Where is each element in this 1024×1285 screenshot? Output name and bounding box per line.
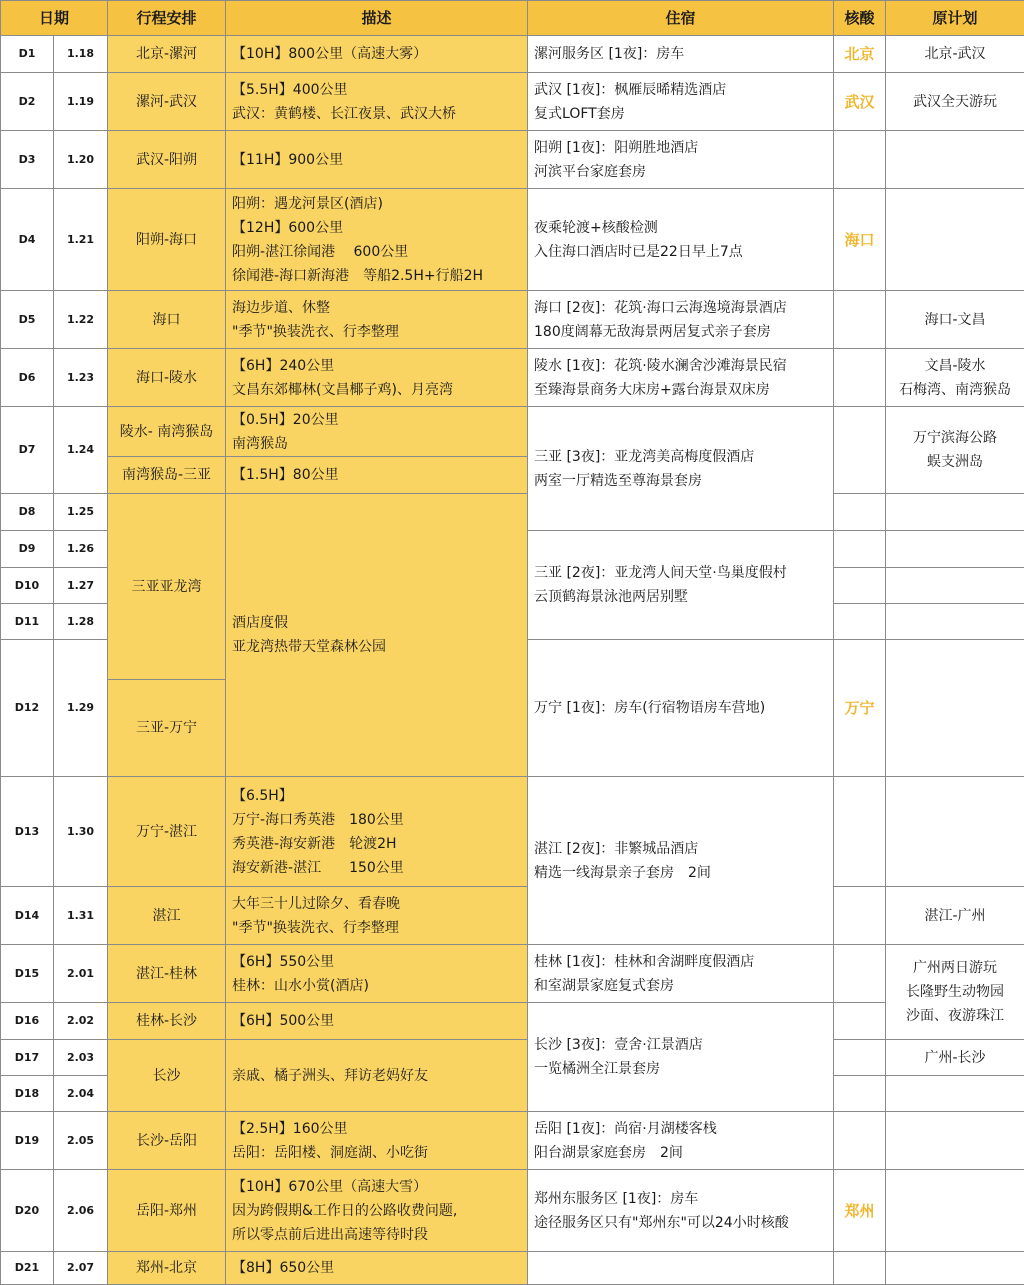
hesuan-cell xyxy=(834,604,886,640)
date-cell: 1.25 xyxy=(54,494,108,531)
stay-cell: 万宁 [1夜]：房车(行宿物语房车营地) xyxy=(528,640,834,777)
desc-cell: 【0.5H】20公里 南湾猴岛 xyxy=(226,407,528,457)
stay-cell: 郑州东服务区 [1夜]：房车 途径服务区只有"郑州东"可以24小时核酸 xyxy=(528,1170,834,1252)
day-cell: D15 xyxy=(1,945,54,1003)
route-cell: 长沙 xyxy=(108,1040,226,1112)
date-cell: 2.03 xyxy=(54,1040,108,1076)
hesuan-cell: 海口 xyxy=(834,189,886,291)
route-cell: 陵水- 南湾猴岛 xyxy=(108,407,226,457)
plan-cell: 广州-长沙 xyxy=(886,1040,1024,1076)
table-row xyxy=(1,36,1024,73)
date-cell: 1.24 xyxy=(54,407,108,494)
date-cell: 1.28 xyxy=(54,604,108,640)
hesuan-cell xyxy=(834,945,886,1003)
day-cell: D7 xyxy=(1,407,54,494)
stay-cell: 三亚 [2夜]：亚龙湾人间天堂·鸟巢度假村 云顶鹤海景泳池两居别墅 xyxy=(528,531,834,640)
date-cell: 1.22 xyxy=(54,291,108,349)
route-cell: 三亚亚龙湾 xyxy=(108,494,226,680)
day-cell: D1 xyxy=(1,36,54,73)
route-cell: 阳朔-海口 xyxy=(108,189,226,291)
desc-cell: 【6.5H】 万宁-海口秀英港 180公里 秀英港-海安新港 轮渡2H 海安新港-湛江 150公里 xyxy=(226,777,528,887)
day-cell: D8 xyxy=(1,494,54,531)
plan-cell xyxy=(886,777,1024,887)
header-desc: 描述 xyxy=(226,1,528,36)
hesuan-cell xyxy=(834,494,886,531)
desc-cell: 【10H】670公里（高速大雪） 因为跨假期&工作日的公路收费问题, 所以零点前后进出高速等待时段 xyxy=(226,1170,528,1252)
desc-cell: 【2.5H】160公里 岳阳：岳阳楼、洞庭湖、小吃街 xyxy=(226,1112,528,1170)
table-row xyxy=(1,1003,1024,1040)
hesuan-cell: 万宁 xyxy=(834,640,886,777)
date-cell: 1.21 xyxy=(54,189,108,291)
day-cell: D18 xyxy=(1,1076,54,1112)
stay-cell: 岳阳 [1夜]：尚宿·月湖楼客栈 阳台湖景家庭套房 2间 xyxy=(528,1112,834,1170)
stay-cell: 漯河服务区 [1夜]：房车 xyxy=(528,36,834,73)
date-cell: 1.19 xyxy=(54,73,108,131)
day-cell: D13 xyxy=(1,777,54,887)
table-row xyxy=(1,777,1024,887)
plan-cell xyxy=(886,531,1024,568)
day-cell: D12 xyxy=(1,640,54,777)
header-row xyxy=(1,1,1024,36)
table-row xyxy=(1,73,1024,131)
header-route: 行程安排 xyxy=(108,1,226,36)
stay-cell: 三亚 [3夜]：亚龙湾美高梅度假酒店 两室一厅精选至尊海景套房 xyxy=(528,407,834,531)
hesuan-cell: 北京 xyxy=(834,36,886,73)
hesuan-cell xyxy=(834,887,886,945)
plan-cell xyxy=(886,640,1024,777)
plan-cell xyxy=(886,1112,1024,1170)
desc-cell: 【6H】550公里 桂林：山水小赏(酒店) xyxy=(226,945,528,1003)
day-cell: D3 xyxy=(1,131,54,189)
plan-cell xyxy=(886,189,1024,291)
day-cell: D21 xyxy=(1,1252,54,1285)
stay-cell: 武汉 [1夜]：枫雁辰晞精选酒店 复式LOFT套房 xyxy=(528,73,834,131)
day-cell: D20 xyxy=(1,1170,54,1252)
date-cell: 2.05 xyxy=(54,1112,108,1170)
stay-cell xyxy=(528,1252,834,1285)
plan-cell: 文昌-陵水 石梅湾、南湾猴岛 xyxy=(886,349,1024,407)
stay-cell: 夜乘轮渡+核酸检测 入住海口酒店时已是22日早上7点 xyxy=(528,189,834,291)
hesuan-cell xyxy=(834,1252,886,1285)
desc-cell: 【10H】800公里（高速大雾） xyxy=(226,36,528,73)
hesuan-cell xyxy=(834,1003,886,1040)
desc-cell: 【5.5H】400公里 武汉：黄鹤楼、长江夜景、武汉大桥 xyxy=(226,73,528,131)
plan-cell: 北京-武汉 xyxy=(886,36,1024,73)
hesuan-cell xyxy=(834,531,886,568)
desc-cell: 大年三十儿过除夕、看春晚 "季节"换装洗衣、行李整理 xyxy=(226,887,528,945)
header-hesuan: 核酸 xyxy=(834,1,886,36)
date-cell: 2.06 xyxy=(54,1170,108,1252)
desc-cell: 【11H】900公里 xyxy=(226,131,528,189)
route-cell: 桂林-长沙 xyxy=(108,1003,226,1040)
stay-cell: 阳朔 [1夜]：阳朔胜地酒店 河滨平台家庭套房 xyxy=(528,131,834,189)
desc-cell: 【8H】650公里 xyxy=(226,1252,528,1285)
table-row xyxy=(1,887,1024,945)
route-cell: 南湾猴岛-三亚 xyxy=(108,457,226,494)
day-cell: D6 xyxy=(1,349,54,407)
day-cell: D19 xyxy=(1,1112,54,1170)
table-row xyxy=(1,1252,1024,1285)
date-cell: 2.02 xyxy=(54,1003,108,1040)
plan-cell xyxy=(886,1170,1024,1252)
plan-cell xyxy=(886,604,1024,640)
date-cell: 1.30 xyxy=(54,777,108,887)
hesuan-cell xyxy=(834,131,886,189)
plan-cell: 广州两日游玩 长隆野生动物园 沙面、夜游珠江 xyxy=(886,945,1024,1040)
table-row xyxy=(1,494,1024,531)
hesuan-cell xyxy=(834,1076,886,1112)
day-cell: D2 xyxy=(1,73,54,131)
desc-cell: 阳朔：遇龙河景区(酒店) 【12H】600公里 阳朔-湛江徐闻港 600公里 徐闻港-海口新海港 等船2.5H+行船2H xyxy=(226,189,528,291)
hesuan-cell xyxy=(834,349,886,407)
route-cell: 三亚-万宁 xyxy=(108,680,226,777)
plan-cell: 武汉全天游玩 xyxy=(886,73,1024,131)
stay-cell: 海口 [2夜]：花筑·海口云海逸境海景酒店 180度阔幕无敌海景两居复式亲子套房 xyxy=(528,291,834,349)
plan-cell xyxy=(886,1252,1024,1285)
route-cell: 湛江-桂林 xyxy=(108,945,226,1003)
day-cell: D5 xyxy=(1,291,54,349)
day-cell: D10 xyxy=(1,568,54,604)
hesuan-cell: 武汉 xyxy=(834,73,886,131)
route-cell: 万宁-湛江 xyxy=(108,777,226,887)
table-row xyxy=(1,407,1024,457)
date-cell: 1.18 xyxy=(54,36,108,73)
table-row xyxy=(1,291,1024,349)
stay-cell: 陵水 [1夜]：花筑·陵水澜舍沙滩海景民宿 至臻海景商务大床房+露台海景双床房 xyxy=(528,349,834,407)
plan-cell xyxy=(886,494,1024,531)
hesuan-cell xyxy=(834,777,886,887)
day-cell: D14 xyxy=(1,887,54,945)
day-cell: D17 xyxy=(1,1040,54,1076)
header-stay: 住宿 xyxy=(528,1,834,36)
hesuan-cell xyxy=(834,568,886,604)
header-plan: 原计划 xyxy=(886,1,1024,36)
route-cell: 武汉-阳朔 xyxy=(108,131,226,189)
route-cell: 郑州-北京 xyxy=(108,1252,226,1285)
date-cell: 1.26 xyxy=(54,531,108,568)
hesuan-cell xyxy=(834,291,886,349)
header-date: 日期 xyxy=(1,1,108,36)
date-cell: 2.07 xyxy=(54,1252,108,1285)
day-cell: D16 xyxy=(1,1003,54,1040)
plan-cell: 万宁滨海公路 蜈支洲岛 xyxy=(886,407,1024,494)
plan-cell xyxy=(886,131,1024,189)
route-cell: 岳阳-郑州 xyxy=(108,1170,226,1252)
hesuan-cell: 郑州 xyxy=(834,1170,886,1252)
hesuan-cell xyxy=(834,1112,886,1170)
date-cell: 2.04 xyxy=(54,1076,108,1112)
plan-cell: 湛江-广州 xyxy=(886,887,1024,945)
table-row xyxy=(1,131,1024,189)
table-row xyxy=(1,945,1024,1003)
desc-cell: 亲戚、橘子洲头、拜访老妈好友 xyxy=(226,1040,528,1112)
table-row xyxy=(1,349,1024,407)
day-cell: D4 xyxy=(1,189,54,291)
route-cell: 北京-漯河 xyxy=(108,36,226,73)
route-cell: 湛江 xyxy=(108,887,226,945)
day-cell: D11 xyxy=(1,604,54,640)
stay-cell: 桂林 [1夜]：桂林和舍湖畔度假酒店 和室湖景家庭复式套房 xyxy=(528,945,834,1003)
day-cell: D9 xyxy=(1,531,54,568)
date-cell: 1.23 xyxy=(54,349,108,407)
desc-cell: 【6H】500公里 xyxy=(226,1003,528,1040)
plan-cell xyxy=(886,1076,1024,1112)
date-cell: 1.31 xyxy=(54,887,108,945)
date-cell: 1.29 xyxy=(54,640,108,777)
stay-cell: 湛江 [2夜]：非繁城品酒店 精选一线海景亲子套房 2间 xyxy=(528,777,834,945)
route-cell: 漯河-武汉 xyxy=(108,73,226,131)
date-cell: 1.27 xyxy=(54,568,108,604)
table-row xyxy=(1,1170,1024,1252)
table-row xyxy=(1,1112,1024,1170)
plan-cell: 海口-文昌 xyxy=(886,291,1024,349)
desc-cell: 【1.5H】80公里 xyxy=(226,457,528,494)
date-cell: 2.01 xyxy=(54,945,108,1003)
desc-cell: 【6H】240公里 文昌东郊椰林(文昌椰子鸡)、月亮湾 xyxy=(226,349,528,407)
plan-cell xyxy=(886,568,1024,604)
table-row xyxy=(1,1040,1024,1076)
desc-cell: 酒店度假 亚龙湾热带天堂森林公园 xyxy=(226,494,528,777)
table-row xyxy=(1,189,1024,291)
route-cell: 海口-陵水 xyxy=(108,349,226,407)
hesuan-cell xyxy=(834,1040,886,1076)
date-cell: 1.20 xyxy=(54,131,108,189)
stay-cell: 长沙 [3夜]：壹舍·江景酒店 一览橘洲全江景套房 xyxy=(528,1003,834,1112)
desc-cell: 海边步道、休整 "季节"换装洗衣、行李整理 xyxy=(226,291,528,349)
route-cell: 长沙-岳阳 xyxy=(108,1112,226,1170)
hesuan-cell xyxy=(834,407,886,494)
route-cell: 海口 xyxy=(108,291,226,349)
